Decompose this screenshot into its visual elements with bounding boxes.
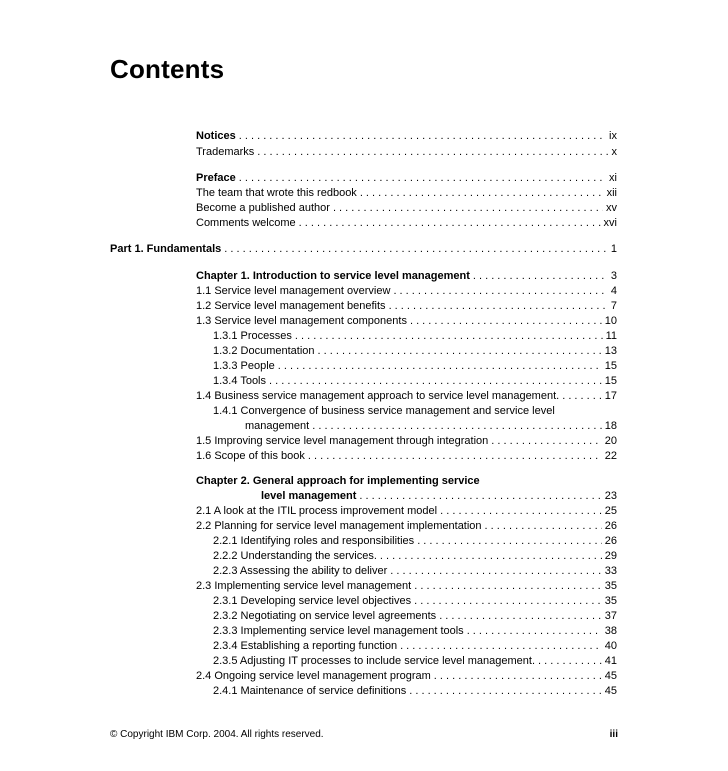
leader-dots: [257, 144, 608, 160]
toc-entry-title: 2.3 Implementing service level management: [196, 580, 412, 592]
toc-entry-title: 1.3.3 People: [213, 360, 275, 372]
toc-entry-page: x: [611, 146, 617, 158]
toc-entry-2-3[interactable]: [196, 578, 617, 594]
toc-entry-title: Comments welcome: [196, 217, 296, 229]
toc-entry-title: 2.2.3 Assessing the ability to deliver: [213, 565, 388, 577]
toc-entry-page: xi: [609, 172, 617, 184]
toc-entry-2-3-4[interactable]: [213, 638, 617, 654]
toc-entry-title: 1.1 Service level management overview: [196, 285, 391, 297]
leader-dots: [393, 283, 607, 299]
leader-dots: [491, 433, 601, 449]
toc-entry-title: Notices: [196, 130, 236, 142]
toc-entry-page: 10: [604, 315, 617, 327]
leader-dots: [538, 653, 602, 669]
toc-entry-page: 1: [610, 243, 617, 255]
leader-dots: [473, 268, 608, 284]
toc-entry-title: 2.4.1 Maintenance of service definitions: [213, 685, 407, 697]
leader-dots: [360, 185, 604, 201]
toc-entry-2-4-1[interactable]: [213, 683, 617, 699]
leader-dots: [359, 488, 601, 504]
toc-entry-page: 37: [604, 610, 617, 622]
toc-entry-title: 1.6 Scope of this book: [196, 450, 305, 462]
toc-entry-title: level management: [261, 490, 357, 502]
toc-entry-page: 35: [604, 580, 617, 592]
toc-entry-chapter-1[interactable]: [196, 268, 617, 284]
toc-entry-page: 20: [604, 435, 617, 447]
toc-entry-page: 3: [610, 270, 617, 282]
leader-dots: [409, 683, 602, 699]
toc-entry-title: 1.3 Service level management components: [196, 315, 407, 327]
toc-entry-title: 2.3.2 Negotiating on service level agreements: [213, 610, 437, 622]
toc-entry-title: 2.2.1 Identifying roles and responsibilities: [213, 535, 415, 547]
footer-copyright: © Copyright IBM Corp. 2004. All rights reserved.: [110, 729, 324, 740]
toc-entry-title: 1.4 Business service management approach to service level management.: [196, 390, 560, 402]
toc-entry-title: management: [245, 420, 310, 432]
toc-entry-page: 15: [604, 360, 617, 372]
toc-entry-2-3-5[interactable]: [213, 653, 617, 669]
toc-entry-page: 4: [610, 285, 617, 297]
leader-dots: [440, 503, 602, 519]
toc-entry-page: 11: [605, 330, 617, 342]
toc-entry-page: 45: [604, 670, 617, 682]
leader-dots: [295, 328, 603, 344]
toc-entry-page: 22: [604, 450, 617, 462]
toc-entry-page: xv: [606, 202, 617, 214]
toc-entry-chapter-2-line1[interactable]: Chapter 2. General approach for implementing service: [196, 475, 480, 487]
toc-entry-1-2[interactable]: [196, 298, 617, 314]
toc-entry-page: 18: [604, 420, 617, 432]
toc-entry-1-5[interactable]: [196, 433, 617, 449]
toc-entry-comments[interactable]: [196, 215, 617, 231]
toc-entry-part-1[interactable]: [110, 241, 617, 257]
toc-entry-title: Trademarks: [196, 146, 255, 158]
leader-dots: [400, 638, 602, 654]
toc-entry-page: xii: [606, 187, 617, 199]
toc-entry-chapter-2[interactable]: [261, 488, 617, 504]
toc-entry-2-2-2[interactable]: [213, 548, 617, 564]
leader-dots: [239, 128, 606, 144]
toc-entry-title: 2.4 Ongoing service level management program: [196, 670, 431, 682]
leader-dots: [278, 358, 602, 374]
leader-dots: [467, 623, 602, 639]
toc-entry-title: 2.3.3 Implementing service level management tools: [213, 625, 464, 637]
toc-entry-page: 40: [604, 640, 617, 652]
toc-entry-page: 7: [610, 300, 617, 312]
leader-dots: [414, 578, 602, 594]
page-title: Contents: [110, 54, 225, 84]
toc-entry-page: 15: [604, 375, 617, 387]
toc-entry-page: 35: [604, 595, 617, 607]
toc-entry-2-2[interactable]: [196, 518, 617, 534]
toc-entry-notices[interactable]: [196, 128, 617, 144]
toc-entry-title: 2.3.1 Developing service level objectives: [213, 595, 412, 607]
toc-entry-page: xvi: [603, 217, 617, 229]
toc-entry-1-3[interactable]: [196, 313, 617, 329]
toc-entry-title: 1.3.1 Processes: [213, 330, 292, 342]
leader-dots: [434, 668, 602, 684]
toc-entry-title: 2.2.2 Understanding the services.: [213, 550, 377, 562]
leader-dots: [312, 418, 602, 434]
toc-entry-preface[interactable]: [196, 170, 617, 186]
leader-dots: [269, 373, 602, 389]
toc-entry-page: 17: [604, 390, 617, 402]
leader-dots: [224, 241, 608, 257]
toc-entry-title: 1.3.2 Documentation: [213, 345, 315, 357]
toc-entry-page: 45: [604, 685, 617, 697]
leader-dots: [485, 518, 602, 534]
toc-entry-2-3-3[interactable]: [213, 623, 617, 639]
toc-entry-1-4[interactable]: [196, 388, 617, 404]
leader-dots: [562, 388, 602, 404]
toc-entry-1-3-2[interactable]: [213, 343, 617, 359]
toc-entry-page: ix: [609, 130, 617, 142]
toc-entry-title: 2.3.4 Establishing a reporting function: [213, 640, 398, 652]
toc-entry-1-6[interactable]: [196, 448, 617, 464]
leader-dots: [308, 448, 602, 464]
leader-dots: [390, 563, 601, 579]
toc-entry-2-1[interactable]: [196, 503, 617, 519]
toc-entry-page: 38: [604, 625, 617, 637]
toc-entry-title: 1.2 Service level management benefits: [196, 300, 386, 312]
toc-entry-2-2-1[interactable]: [213, 533, 617, 549]
toc-entry-2-3-2[interactable]: [213, 608, 617, 624]
toc-entry-2-2-3[interactable]: [213, 563, 617, 579]
toc-entry-page: 26: [604, 535, 617, 547]
toc-entry-title: 2.1 A look at the ITIL process improvement model: [196, 505, 438, 517]
footer-page-number: iii: [609, 729, 618, 740]
toc-entry-title: 2.3.5 Adjusting IT processes to include service level management.: [213, 655, 536, 667]
leader-dots: [299, 215, 601, 231]
toc-entry-page: 13: [604, 345, 617, 357]
toc-entry-title: Become a published author: [196, 202, 330, 214]
leader-dots: [389, 298, 608, 314]
toc-entry-trademarks[interactable]: [196, 144, 617, 160]
toc-entry-page: 26: [604, 520, 617, 532]
toc-entry-2-3-1[interactable]: [213, 593, 617, 609]
toc-entry-1-4-1[interactable]: [245, 418, 617, 434]
toc-entry-1-3-4[interactable]: [213, 373, 617, 389]
toc-entry-1-4-1-line1[interactable]: 1.4.1 Convergence of business service management and service level: [213, 405, 555, 417]
toc-entry-author[interactable]: [196, 200, 617, 216]
toc-entry-team[interactable]: [196, 185, 617, 201]
toc-entry-page: 41: [604, 655, 617, 667]
toc-entry-2-4[interactable]: [196, 668, 617, 684]
leader-dots: [439, 608, 602, 624]
leader-dots: [318, 343, 602, 359]
leader-dots: [417, 533, 602, 549]
toc-entry-title: Preface: [196, 172, 236, 184]
toc-entry-page: 23: [604, 490, 617, 502]
leader-dots: [380, 548, 602, 564]
toc-entry-title: The team that wrote this redbook: [196, 187, 357, 199]
toc-entry-title: Chapter 1. Introduction to service level management: [196, 270, 470, 282]
leader-dots: [239, 170, 606, 186]
toc-entry-title: 1.5 Improving service level management through integration: [196, 435, 489, 447]
toc-entry-page: 33: [604, 565, 617, 577]
leader-dots: [333, 200, 603, 216]
toc-entry-page: 25: [604, 505, 617, 517]
toc-entry-title: 1.3.4 Tools: [213, 375, 267, 387]
toc-entry-page: 29: [604, 550, 617, 562]
leader-dots: [414, 593, 602, 609]
toc-entry-1-3-3[interactable]: [213, 358, 617, 374]
leader-dots: [410, 313, 602, 329]
toc-entry-1-3-1[interactable]: [213, 328, 617, 344]
toc-entry-title: 2.2 Planning for service level management implementation: [196, 520, 482, 532]
toc-entry-title: Part 1. Fundamentals: [110, 243, 222, 255]
toc-entry-1-1[interactable]: [196, 283, 617, 299]
